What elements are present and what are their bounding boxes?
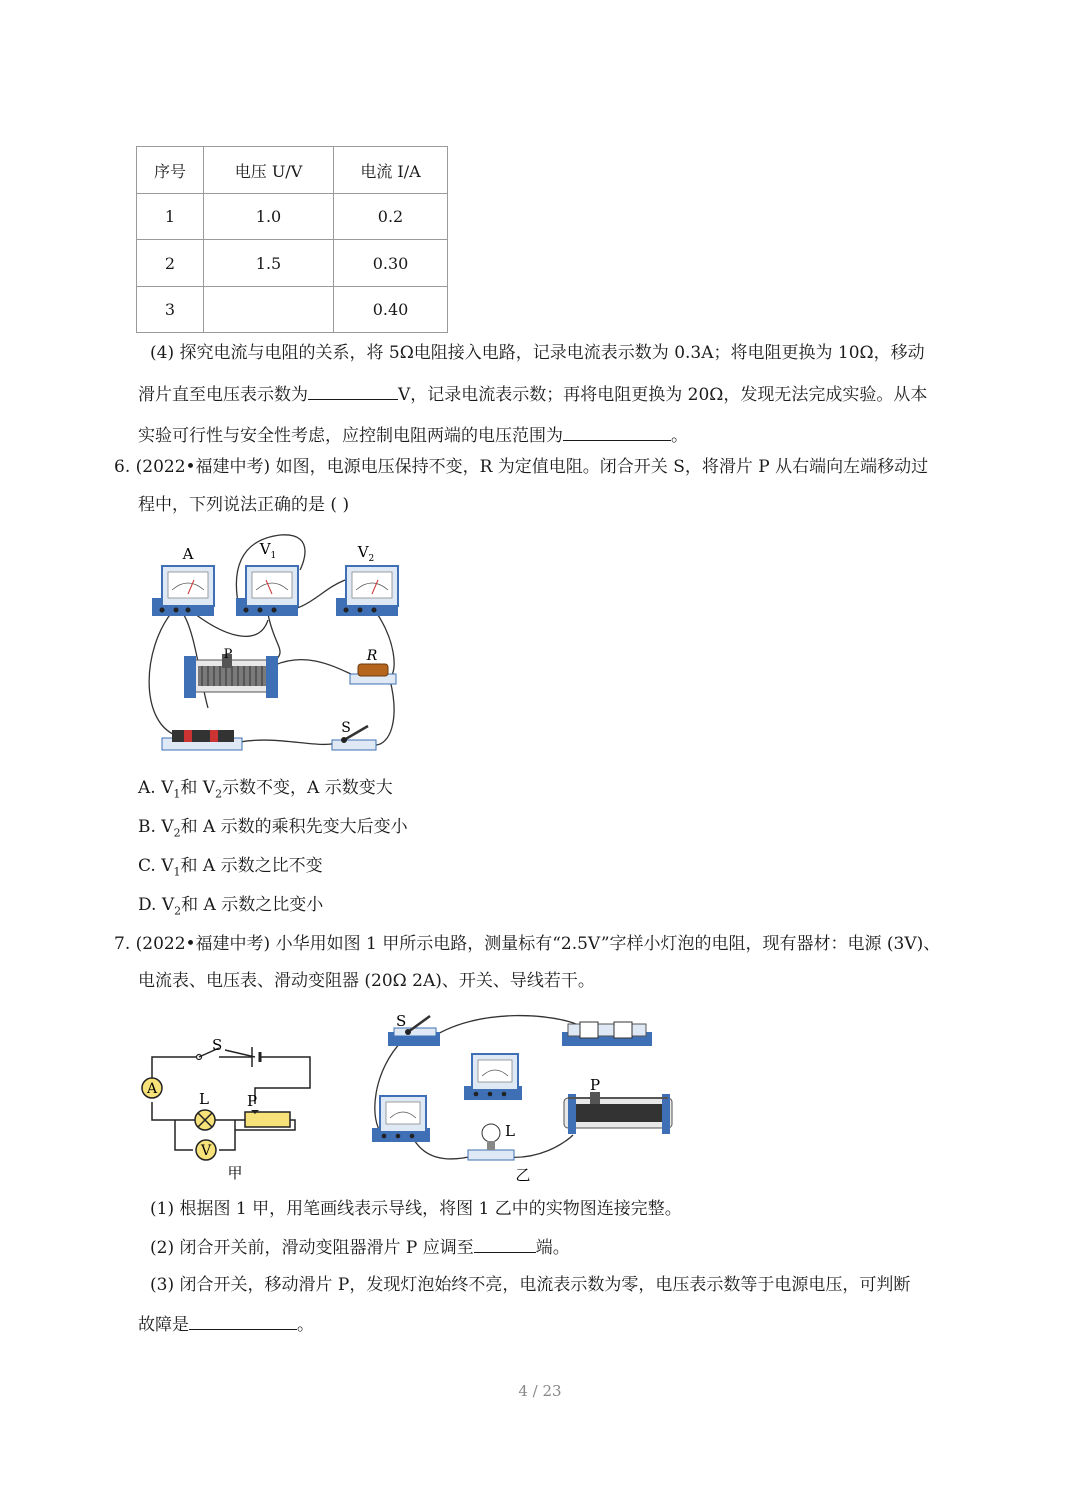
option-text: B. V — [138, 817, 174, 837]
q7-part1: (1) 根据图 1 甲，用笔画线表示导线，将图 1 乙中的实物图连接完整。 — [150, 1199, 682, 1219]
answer-blank[interactable] — [308, 383, 398, 400]
q7-part2-text: (2) 闭合开关前，滑动变阻器滑片 P 应调至 — [150, 1238, 474, 1258]
q5-part4-text: V，记录电流表示数；再将电阻更换为 20Ω，发现无法完成实验。从本 — [398, 385, 928, 405]
q5-part4-line2 — [138, 383, 927, 406]
resistor-label: R — [366, 648, 378, 664]
page-number: 4 / 23 — [518, 1382, 562, 1400]
ammeter-icon — [372, 1096, 430, 1142]
figure-caption-jia: 甲 — [227, 1164, 243, 1182]
rheostat-icon — [564, 1092, 672, 1134]
table-cell: 0.2 — [334, 194, 448, 240]
battery-icon — [162, 730, 242, 750]
table-header-cell: 电流 I/A — [334, 147, 448, 194]
table-cell: 1 — [137, 194, 204, 240]
answer-blank[interactable] — [474, 1236, 536, 1253]
q7-stem-line1: 7. (2022•福建中考) 小华用如图 1 甲所示电路，测量标有“2.5V”字样小灯泡的电阻，现有器材：电源 (3V)、 — [114, 934, 941, 954]
option-subscript: 2 — [173, 826, 181, 840]
table-cell: 0.30 — [334, 240, 448, 287]
ammeter-letter: A — [146, 1081, 158, 1097]
voltmeter-icon — [464, 1054, 522, 1100]
option-text: 示数不变，A 示数变大 — [222, 778, 393, 798]
option-text: 和 V — [180, 778, 216, 798]
q7-part3-text: 。 — [297, 1315, 314, 1335]
table-header-cell: 序号 — [137, 147, 204, 194]
voltmeter-v2-label: $V_2$ — [357, 543, 375, 564]
q7-part3-line2 — [138, 1313, 314, 1336]
voltmeter-letter: V — [200, 1143, 212, 1159]
option-subscript: 1 — [173, 865, 181, 879]
q6-stem-line1: 6. (2022•福建中考) 如图，电源电压保持不变，R 为定值电阻。闭合开关 S，将滑片 P 从右端向左端移动过 — [114, 457, 929, 477]
switch-icon — [332, 726, 376, 750]
q6-stem-line2: 程中，下列说法正确的是 ( ) — [138, 495, 350, 515]
option-text: C. V — [138, 856, 174, 876]
q6-option-b[interactable] — [138, 816, 408, 844]
q5-part4-text: 滑片直至电压表示数为 — [138, 385, 308, 405]
q5-part4-text: 实验可行性与安全性考虑，应控制电阻两端的电压范围为 — [138, 426, 563, 446]
switch-label: S — [396, 1012, 407, 1030]
table-cell: 1.5 — [204, 240, 334, 287]
data-table — [136, 146, 448, 333]
ammeter-label: A — [182, 545, 194, 563]
switch-label: S — [341, 720, 351, 736]
q7-part3-text: 故障是 — [138, 1315, 189, 1335]
q5-part4-text: 。 — [671, 426, 688, 446]
switch-label: S — [212, 1036, 223, 1054]
table-header-row — [137, 147, 448, 194]
q6-circuit-figure — [140, 530, 420, 762]
q6-option-c[interactable] — [138, 855, 323, 883]
voltmeter-v2-icon — [336, 566, 398, 616]
voltmeter-v1-icon — [236, 566, 298, 616]
q5-part4-line1: (4) 探究电流与电阻的关系，将 5Ω电阻接入电路，记录电流表示数为 0.3A；将电阻更换为 10Ω，移动 — [150, 343, 925, 363]
option-text: D. V — [138, 895, 175, 915]
slider-label: P — [247, 1092, 258, 1110]
table-row — [137, 240, 448, 287]
voltmeter-v1-label: $V_1$ — [259, 540, 277, 561]
table-header-cell: 电压 U/V — [204, 147, 334, 194]
table-cell — [204, 287, 334, 333]
table-row — [137, 287, 448, 333]
lamp-symbol-icon — [195, 1110, 215, 1130]
q7-stem-line2: 电流表、电压表、滑动变阻器 (20Ω 2A)、开关、导线若干。 — [138, 971, 595, 991]
q6-option-d[interactable] — [138, 894, 323, 922]
answer-blank[interactable] — [189, 1313, 297, 1330]
figure-caption-yi: 乙 — [515, 1166, 531, 1184]
lamp-label: L — [505, 1122, 515, 1140]
option-text: A. V — [138, 778, 174, 798]
q7-schematic-jia — [135, 1030, 325, 1185]
ammeter-icon — [152, 566, 214, 616]
lamp-label: L — [199, 1090, 209, 1108]
option-subscript: 2 — [174, 904, 182, 918]
option-text: 和 A 示数之比变小 — [181, 895, 324, 915]
table-cell: 1.0 — [204, 194, 334, 240]
q7-part3-line1: (3) 闭合开关，移动滑片 P，发现灯泡始终不亮，电流表示数为零，电压表示数等于电源电压，可判断 — [150, 1275, 911, 1295]
battery-icon — [562, 1022, 652, 1046]
answer-blank[interactable] — [563, 424, 671, 441]
q7-real-circuit-yi — [368, 1010, 688, 1186]
slider-label: P — [223, 647, 233, 662]
option-subscript: 2 — [215, 787, 223, 801]
option-text: 和 A 示数之比不变 — [180, 856, 323, 876]
q7-part2 — [150, 1236, 570, 1259]
option-text: 和 A 示数的乘积先变大后变小 — [180, 817, 408, 837]
table-row — [137, 194, 448, 240]
option-subscript: 1 — [173, 787, 181, 801]
q7-part2-text: 端。 — [535, 1238, 570, 1258]
q6-option-a[interactable] — [138, 777, 393, 805]
slider-label: P — [590, 1076, 601, 1094]
rheostat-symbol-icon — [245, 1110, 290, 1127]
table-cell: 2 — [137, 240, 204, 287]
q5-part4-line3 — [138, 424, 688, 447]
table-cell: 0.40 — [334, 287, 448, 333]
table-cell: 3 — [137, 287, 204, 333]
resistor-icon — [350, 664, 396, 684]
